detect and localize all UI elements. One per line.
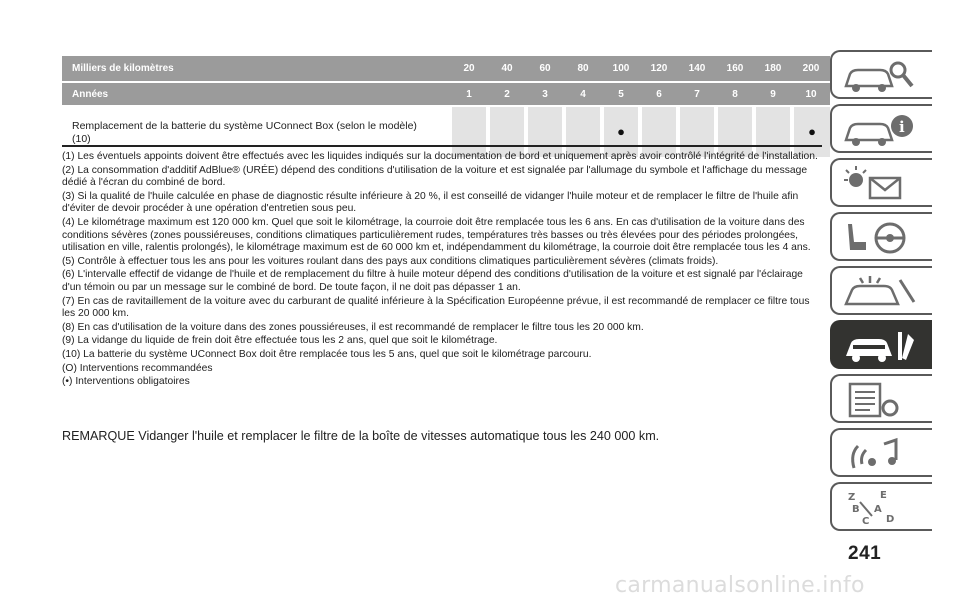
index-letter: C [862, 516, 870, 527]
row-cell [716, 107, 754, 157]
tab-warning-lights[interactable] [830, 158, 932, 207]
year-value: 4 [564, 83, 602, 105]
row-cell [450, 107, 488, 157]
tab-safety-driving[interactable] [830, 212, 932, 261]
footnote: (7) En cas de ravitaillement de la voiture avec du carburant de qualité inférieure à la Spécification Européenne prévue, il est recommandé de remplacer ce filtre tous les 20 000 km. [62, 295, 810, 320]
multimedia-icon [840, 434, 924, 474]
km-value: 180 [754, 56, 792, 81]
remarque-note: REMARQUE Vidanger l'huile et remplacer le filtre de la boîte de vitesses automatique tous les 240 000 km. [62, 429, 660, 443]
year-value: 2 [488, 83, 526, 105]
footnote: (8) En cas d'utilisation de la voiture dans des zones poussiéreuses, il est recommandé de remplacer le filtre tous les 20 000 km. [62, 321, 644, 333]
tab-maintenance[interactable] [830, 320, 932, 369]
row-cell [488, 107, 526, 157]
alphabetical-index-icon [840, 488, 924, 528]
row-label: Remplacement de la batterie du système UConnect Box (selon le modèle) (10) [72, 120, 417, 145]
index-letter: E [880, 490, 887, 501]
km-value: 200 [792, 56, 830, 81]
warning-light-message-icon [840, 164, 924, 204]
row-cell [678, 107, 716, 157]
footnote: (9) La vidange du liquide de frein doit être effectuée tous les 2 ans, quel que soit le kilométrage. [62, 335, 498, 347]
footnote: (10) La batterie du système UConnect Box doit être remplacée tous les 5 ans, quel que soit le kilométrage parcouru. [62, 348, 592, 360]
year-value: 10 [792, 83, 830, 105]
car-maintenance-icon [840, 326, 924, 366]
row-cell [564, 107, 602, 157]
km-value: 100 [602, 56, 640, 81]
km-value: 80 [564, 56, 602, 81]
year-value: 3 [526, 83, 564, 105]
footnote: (4) Le kilométrage maximum est 120 000 km. Quel que soit le kilométrage, la courroie doit être remplacée tous les 6 ans. En cas d'utilisation de la voiture dans des conditions sévères (zones poussiéreuses, conditions climatiques particulièrement rudes, températures très basses ou très élevées pour des périodes prolongées, utilisation en ville, ralentis prolongés), le kilométrage maximum est de 60 000 km et, indépendamment du kilométrage, la courroie doit être remplacée tous les 4 ans. [62, 216, 811, 254]
year-value: 5 [602, 83, 640, 105]
tab-car-info[interactable] [830, 104, 932, 153]
car-info-icon [840, 110, 924, 150]
tab-emergency[interactable] [830, 266, 932, 315]
tab-getting-to-know[interactable] [830, 50, 932, 99]
table-bottom-rule [62, 145, 822, 147]
mandatory-mark: ● [808, 124, 816, 139]
page-number: 241 [848, 543, 882, 564]
km-value: 120 [640, 56, 678, 81]
legend-mandatory: (•) Interventions obligatoires [62, 376, 190, 388]
car-search-icon [840, 56, 924, 96]
index-letter: A [874, 504, 882, 515]
technical-data-icon [840, 380, 924, 420]
footnotes [62, 151, 822, 390]
km-value: 40 [488, 56, 526, 81]
footnote: (1) Les éventuels appoints doivent être effectués avec les liquides indiqués sur la documentation de bord et uniquement après avoir contrôlé l'intégrité de l'installation. [62, 151, 818, 162]
year-value: 1 [450, 83, 488, 105]
years-header-label: Années [62, 83, 450, 105]
footnote: (6) L'intervalle effectif de vidange de l'huile et de remplacement du filtre à huile moteur dépend des conditions d'utilisation de la voiture et est signalé par l'éclairage d'un témoin ou par un message sur le combiné de bord. De toute façon, il ne doit pas dépasser 1 an. [62, 269, 803, 293]
car-emergency-icon [840, 272, 924, 312]
seat-steering-icon [840, 218, 924, 258]
maintenance-schedule-table [62, 56, 830, 157]
tab-multimedia[interactable] [830, 428, 932, 477]
svg-text:i: i [899, 118, 905, 136]
km-value: 60 [526, 56, 564, 81]
year-value: 8 [716, 83, 754, 105]
row-cell [754, 107, 792, 157]
km-value: 160 [716, 56, 754, 81]
index-letter: Z [848, 492, 856, 503]
index-letter: D [886, 514, 895, 525]
years-header-row [62, 83, 830, 105]
row-cell [792, 107, 830, 157]
mandatory-mark: ● [617, 124, 625, 139]
row-cell [640, 107, 678, 157]
footnote: (5) Contrôle à effectuer tous les ans pour les voitures roulant dans des pays aux conditions climatiques particulièrement sévères (climats froids). [62, 255, 719, 267]
watermark: carmanualsonline.info [615, 573, 865, 598]
index-letter: B [852, 504, 860, 515]
table-row [62, 107, 830, 157]
row-cell [526, 107, 564, 157]
row-cell [602, 107, 640, 157]
km-header-row [62, 56, 830, 81]
km-header-label: Milliers de kilomètres [62, 56, 450, 81]
km-value: 20 [450, 56, 488, 81]
footnote: (2) La consommation d'additif AdBlue® (URÉE) dépend des conditions d'utilisation de la voiture et est signalée par l'allumage du symbole et l'affichage du message dédié à l'écran du combiné de bord. [62, 164, 808, 189]
year-value: 6 [640, 83, 678, 105]
year-value: 7 [678, 83, 716, 105]
tab-index[interactable] [830, 482, 932, 531]
km-value: 140 [678, 56, 716, 81]
footnote: (3) Si la qualité de l'huile calculée en phase de diagnostic résulte inférieure à 20 %, il est conseillé de vidanger l'huile moteur et de remplacer le filtre de l'huile afin d'éviter de devoir procéder à une opération d'entretien sous peu. [62, 190, 799, 215]
legend-recommended: (O) Interventions recommandées [62, 362, 213, 374]
year-value: 9 [754, 83, 792, 105]
tab-technical-data[interactable] [830, 374, 932, 423]
